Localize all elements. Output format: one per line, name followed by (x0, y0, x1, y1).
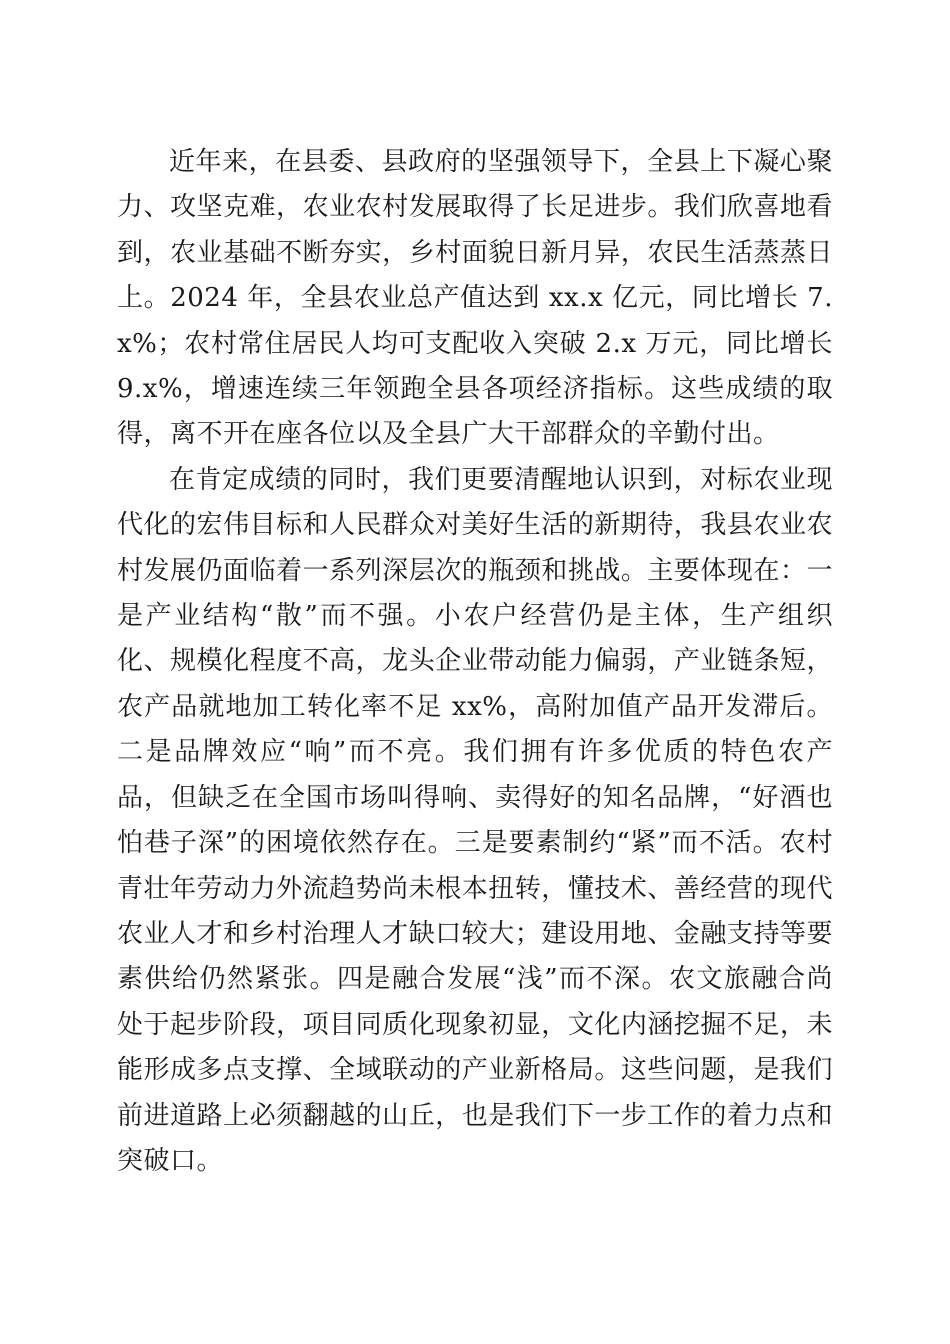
document-body (117, 140, 833, 1184)
paragraph-challenges: 在肯定成绩的同时，我们更要清醒地认识到，对标农业现代化的宏伟目标和人民群众对美好生活的新期待，我县农业农村发展仍面临着一系列深层次的瓶颈和挑战。主要体现在：一是产业结构“散”而不强。小农户经营仍是主体，生产组织化、规模化程度不高，龙头企业带动能力偏弱，产业链条短，农产品就地加工转化率不足 xx%，高附加值产品开发滞后。二是品牌效应“响”而不亮。我们拥有许多优质的特色农产品，但缺乏在全国市场叫得响、卖得好的知名品牌，“好酒也怕巷子深”的困境依然存在。三是要素制约“紧”而不活。农村青壮年劳动力外流趋势尚未根本扭转，懂技术、善经营的现代农业人才和乡村治理人才缺口较大；建设用地、金融支持等要素供给仍然紧张。四是融合发展“浅”而不深。农文旅融合尚处于起步阶段，项目同质化现象初显，文化内涵挖掘不足，未能形成多点支撑、全域联动的产业新格局。这些问题，是我们前进道路上必须翻越的山丘，也是我们下一步工作的着力点和突破口。 (117, 464, 833, 1176)
paragraph-achievements: 近年来，在县委、县政府的坚强领导下，全县上下凝心聚力、攻坚克难，农业农村发展取得了长足进步。我们欣喜地看到，农业基础不断夯实，乡村面貌日新月异，农民生活蒸蒸日上。2024 年，全县农业总产值达到 xx.x 亿元，同比增长 7.x%；农村常住居民人均可支配收入突破 2.x 万元，同比增长 9.x%，增速连续三年领跑全县各项经济指标。这些成绩的取得，离不开在座各位以及全县广大干部群众的辛勤付出。 (117, 147, 833, 450)
